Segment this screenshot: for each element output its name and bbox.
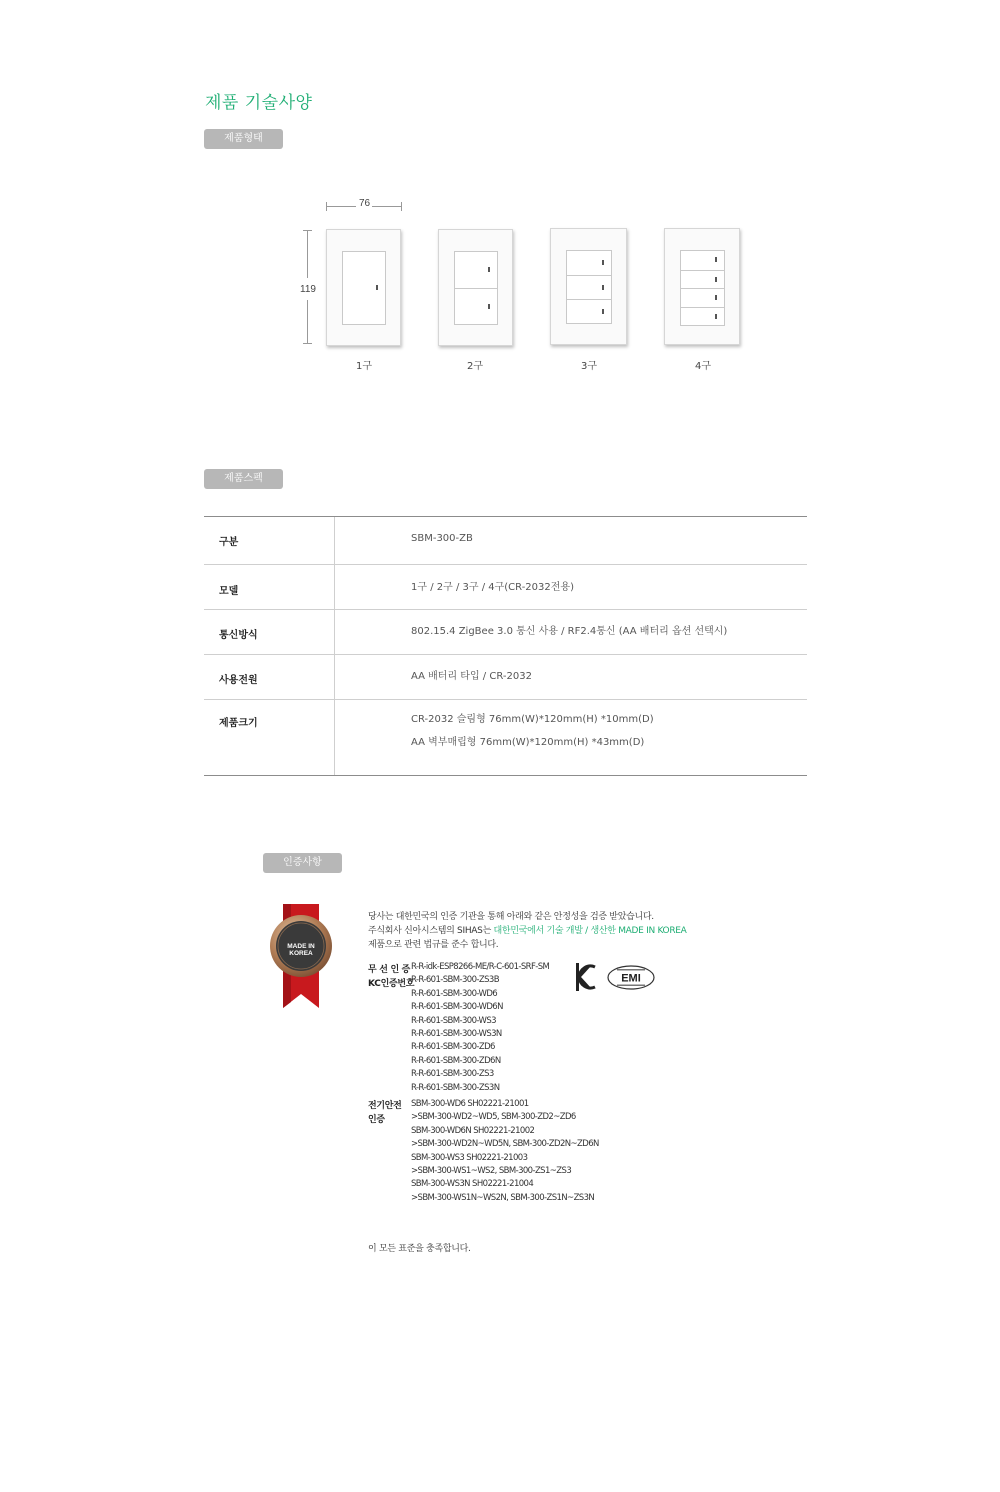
radio-cert-item: R-R-601-SBM-300-WS3 <box>411 1015 496 1026</box>
cert-intro-line3: 제품으로 관련 법규를 준수 합니다. <box>368 940 499 950</box>
cert-intro-line2-highlight: 대한민국에서 기술 개발 / 생산한 MADE IN KOREA <box>493 926 687 936</box>
emi-mark-icon <box>607 965 655 990</box>
radio-cert-item: R-R-601-SBM-300-ZS3N <box>411 1082 500 1093</box>
height-dim-line-top <box>307 230 308 278</box>
spec-value-line: AA 배터리 타입 / CR-2032 <box>411 671 532 682</box>
height-dim-tick-top <box>303 230 312 231</box>
height-dim-line-bottom <box>307 300 308 343</box>
spec-row-communication <box>204 609 807 654</box>
section-label-cert: 인증사항 <box>263 853 342 873</box>
spec-value-line: SBM-300-ZB <box>411 533 473 544</box>
spec-value-line: AA 벽부매립형 76mm(W)*120mm(H) *43mm(D) <box>411 737 645 748</box>
spec-table <box>204 516 807 776</box>
svg-text:KOREA: KOREA <box>289 950 313 957</box>
width-dim-line-right <box>372 206 402 207</box>
spec-value-line: 802.15.4 ZigBee 3.0 통신 사용 / RF2.4통신 (AA 배터리 옵션 선택시) <box>411 626 728 637</box>
spec-value <box>335 655 807 699</box>
elec-cert-item: >SBM-300-WD2N~WD5N, SBM-300-ZD2N~ZD6N <box>411 1139 599 1150</box>
radio-cert-item: R-R-601-SBM-300-ZD6N <box>411 1055 501 1066</box>
cert-intro-line1: 당사는 대한민국의 인증 기관을 통해 아래와 같은 안정성을 검증 받았습니다. <box>368 912 654 922</box>
switch-1gang-image <box>326 229 401 346</box>
spec-key: 통신방식 <box>204 610 335 654</box>
switch-2gang-image <box>438 229 513 346</box>
elec-cert-label-2: 인증 <box>368 1115 385 1125</box>
elec-cert-list <box>411 1098 611 1205</box>
spec-key: 구분 <box>204 517 335 564</box>
spec-value <box>335 700 807 775</box>
kc-mark-text: KC <box>586 992 588 993</box>
spec-row-category <box>204 517 807 564</box>
elec-cert-item: SBM-300-WS3N SH02221-21004 <box>411 1179 534 1190</box>
switch-4gang-image <box>664 228 740 345</box>
switch-3gang-image <box>550 228 627 345</box>
width-dim-line-left <box>326 206 356 207</box>
elec-cert-item: SBM-300-WD6N SH02221-21002 <box>411 1125 535 1136</box>
height-dim-tick-bottom <box>303 343 312 344</box>
kc-mark-icon <box>575 962 597 992</box>
section-label-spec: 제품스펙 <box>204 469 283 489</box>
spec-key: 제품크기 <box>204 700 335 775</box>
switch-label-2gang: 2구 <box>466 361 484 372</box>
spec-key: 모델 <box>204 565 335 609</box>
radio-cert-item: R-R-601-SBM-300-ZS3B <box>411 975 499 986</box>
radio-cert-item: R-R-idk-ESP8266-ME/R-C-601-SRF-SM <box>411 962 550 972</box>
radio-cert-item: R-R-601-SBM-300-WS3N <box>411 1029 502 1040</box>
switch-label-4gang: 4구 <box>694 361 712 372</box>
spec-row-size <box>204 699 807 775</box>
radio-cert-item: R-R-601-SBM-300-WD6N <box>411 1002 503 1013</box>
radio-cert-label-2: KC인증번호 <box>368 979 415 989</box>
spec-key: 사용전원 <box>204 655 335 699</box>
radio-cert-item: R-R-601-SBM-300-ZD6 <box>411 1042 495 1053</box>
elec-cert-item: SBM-300-WS3 SH02221-21003 <box>411 1152 528 1163</box>
radio-cert-list <box>411 961 571 1095</box>
elec-cert-item: SBM-300-WD6 SH02221-21001 <box>411 1099 529 1109</box>
elec-cert-item: >SBM-300-WS1N~WS2N, SBM-300-ZS1N~ZS3N <box>411 1192 595 1203</box>
spec-value <box>335 517 807 564</box>
height-dimension: 119 <box>300 284 316 295</box>
section-label-form: 제품형태 <box>204 129 283 149</box>
width-dimension: 76 <box>358 198 371 209</box>
cert-intro-line2-a: 주식회사 신아시스템의 SIHAS는 <box>368 926 494 936</box>
elec-cert-label-1: 전기안전 <box>368 1101 402 1111</box>
made-in-korea-badge-icon <box>266 904 336 1012</box>
elec-cert-item: >SBM-300-WD2~WD5, SBM-300-ZD2~ZD6 <box>411 1112 576 1123</box>
switch-label-1gang: 1구 <box>355 361 373 372</box>
svg-text:MADE IN: MADE IN <box>287 943 315 950</box>
spec-value <box>335 610 807 654</box>
width-dim-tick-left <box>326 202 327 211</box>
radio-cert-item: R-R-601-SBM-300-ZS3 <box>411 1069 494 1080</box>
radio-cert-item: R-R-601-SBM-300-WD6 <box>411 988 498 999</box>
spec-value-line: 1구 / 2구 / 3구 / 4구(CR-2032전용) <box>411 582 574 593</box>
spec-value <box>335 565 807 609</box>
cert-footer: 이 모든 표준을 충족합니다. <box>368 1244 471 1254</box>
radio-cert-label-1: 무 선 인 증 <box>368 965 411 975</box>
elec-cert-item: >SBM-300-WS1~WS2, SBM-300-ZS1~ZS3 <box>411 1166 572 1177</box>
spec-row-model <box>204 564 807 609</box>
page-title: 제품 기술사양 <box>205 93 313 113</box>
emi-mark-text: EMI <box>621 972 641 985</box>
cert-intro-line2 <box>368 923 687 936</box>
spec-value-line: CR-2032 슬림형 76mm(W)*120mm(H) *10mm(D) <box>411 714 654 725</box>
switch-label-3gang: 3구 <box>580 361 598 372</box>
spec-row-power <box>204 654 807 699</box>
width-dim-tick-right <box>401 202 402 211</box>
